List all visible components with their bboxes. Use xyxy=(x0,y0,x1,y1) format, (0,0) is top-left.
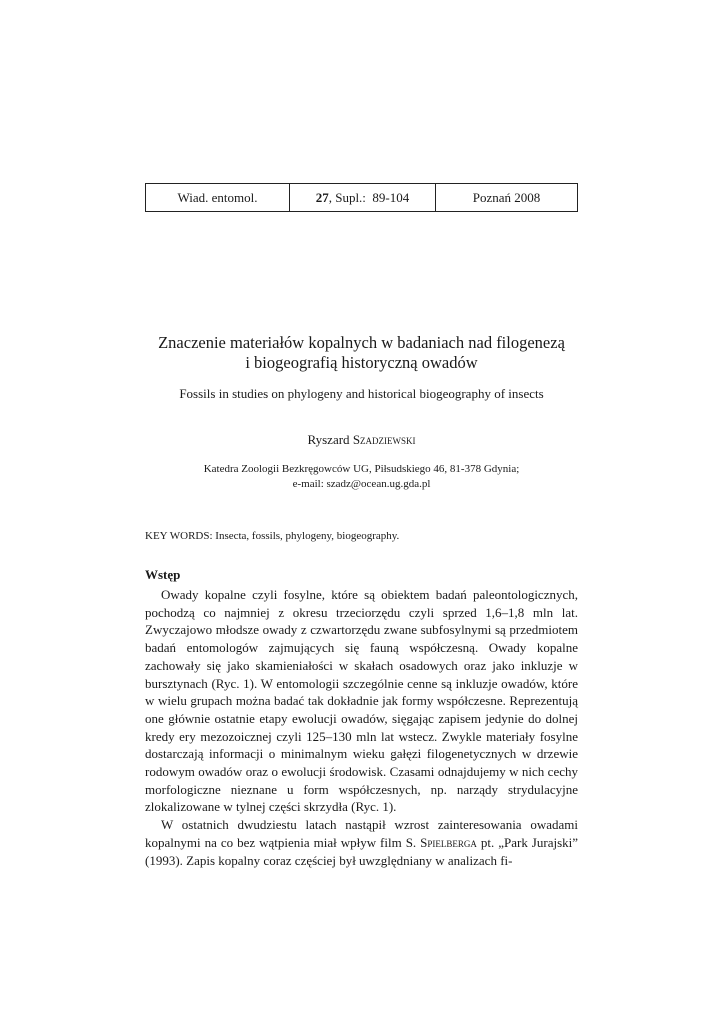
paragraph-2-name: Spielberga xyxy=(420,834,477,850)
keywords: KEY WORDS: Insecta, fossils, phylogeny, biogeography. xyxy=(145,530,400,542)
title-polish-line2: i biogeografią historyczną owadów xyxy=(245,353,478,372)
volume-info xyxy=(290,184,436,211)
title-polish-line1: Znaczenie materiałów kopalnych w badaniach nad filogenezą xyxy=(158,333,565,352)
affiliation xyxy=(145,462,578,492)
author-last-name: Szadziewski xyxy=(352,432,416,447)
supplement-pages: , Supl.: 89-104 xyxy=(328,189,410,205)
body-text xyxy=(145,586,578,869)
journal-header-box xyxy=(145,183,578,212)
affiliation-address: Katedra Zoologii Bezkręgowców UG, Piłsudskiego 46, 81-378 Gdynia; xyxy=(203,463,520,475)
paragraph-1: Owady kopalne czyli fosylne, które są obiektem badań paleontologicznych, pochodzą co najmniej z okresu trzeciorzędu czyli sprzed 1,6–1,8 mln lat. Zwyczajowo młodsze owady z czwartorzędu zwane subfosylnymi są przedmiotem badań entomologów zajmujących się fauną współczesną. Owady kopalne zachowały się jako skamieniałości w skałach osadowych oraz jako inkluzje w bursztynach (Ryc. 1). W entomologii szczególnie cenne są inkluzje owadów, które w wielu grupach można badać tak dokładnie jak formy współczesne. Reprezentują one głównie ostatnie etapy ewolucji owadów, sięgając zapisem jedynie do dolnej kredy ery mezozoicznej czyli 125–130 mln lat wstecz. Zwykle materiały fosylne dostarczają informacji o minimalnym wieku gałęzi filogenetycznych w drzewie rodowym owadów oraz o ewolucji środowisk. Czasami odnajdujemy w nich cechy morfologiczne nieznane u form współczesnych, np. narządy strydulacyjne zlokalizowane w tylnej części skrzydła (Ryc. 1). xyxy=(145,587,578,815)
title-polish xyxy=(145,333,578,373)
journal-name: Wiad. entomol. xyxy=(146,184,290,211)
title-english: Fossils in studies on phylogeny and historical biogeography of insects xyxy=(179,386,544,401)
paragraph-2-start: W ostatnich dwudziestu latach nastąpił wzrost zainteresowania owadami kopalnymi na co bez wątpienia miał wpływ film S. xyxy=(145,817,578,850)
paragraph-2-end: pt. „Park Jurajski” (1993). Zapis kopalny coraz częściej był uwzględniany w analizach fi- xyxy=(145,834,579,868)
affiliation-email: e-mail: szadz@ocean.ug.gda.pl xyxy=(292,478,431,490)
place-year: Poznań 2008 xyxy=(472,189,541,205)
paragraph-2 xyxy=(145,816,578,869)
section-heading: Wstęp xyxy=(145,567,181,582)
volume-number: 27 xyxy=(315,189,329,205)
author-first-name: Ryszard xyxy=(307,432,353,447)
author xyxy=(145,431,578,449)
